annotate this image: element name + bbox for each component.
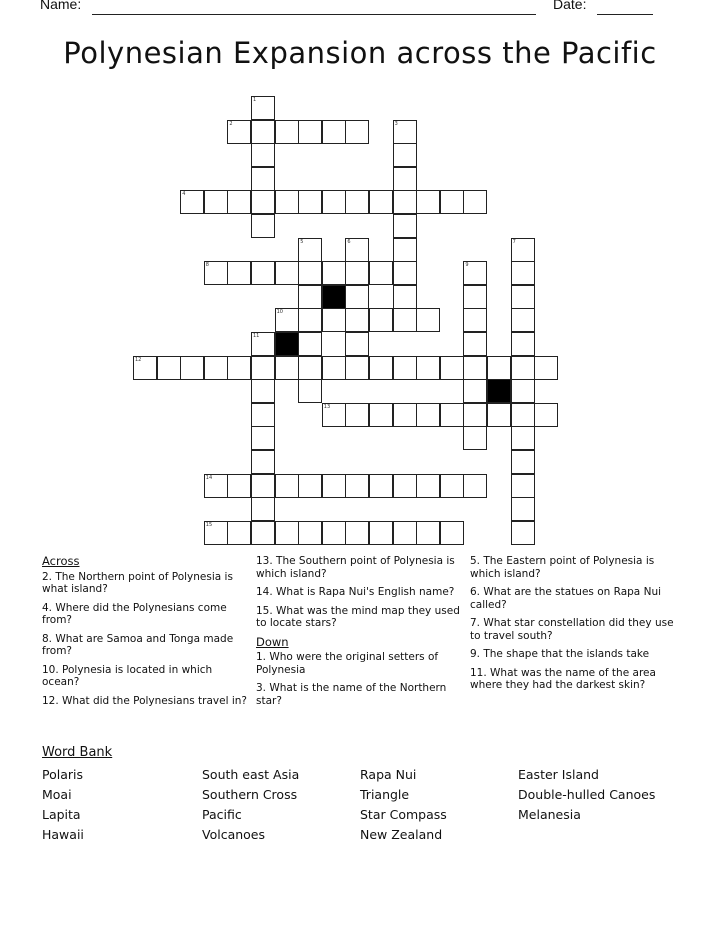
crossword-cell[interactable] [369, 521, 393, 545]
word-bank-item: New Zealand [360, 827, 443, 842]
crossword-cell[interactable] [463, 426, 487, 450]
crossword-cell[interactable] [345, 120, 369, 144]
clue-number: 4 [182, 191, 186, 198]
crossword-cell[interactable] [227, 521, 251, 545]
crossword-cell[interactable] [275, 120, 299, 144]
clue-across-8: 8. What are Samoa and Tonga made from? [42, 632, 234, 657]
crossword-cell[interactable] [251, 450, 275, 474]
crossword-cell[interactable] [369, 190, 393, 214]
clue-down-3: 3. What is the name of the Northern star? [256, 682, 447, 707]
clue-number: 8 [205, 262, 209, 269]
crossword-cell[interactable] [393, 261, 417, 285]
crossword-cell[interactable] [393, 285, 417, 309]
crossword-cell[interactable] [204, 261, 228, 285]
crossword-cell[interactable] [369, 308, 393, 332]
across-heading: Across [42, 554, 80, 568]
crossword-cell[interactable] [393, 120, 417, 144]
crossword-cell[interactable] [251, 403, 275, 427]
clue-down-9: 9. The shape that the islands take [470, 648, 650, 660]
crossword-cell[interactable] [298, 332, 322, 356]
crossword-cell[interactable] [322, 521, 346, 545]
crossword-black-cell [275, 332, 299, 356]
crossword-cell[interactable] [393, 308, 417, 332]
clue-number: 10 [276, 309, 283, 316]
clue-number: 15 [205, 521, 213, 528]
crossword-cell[interactable] [393, 356, 417, 380]
crossword-cell[interactable] [463, 332, 487, 356]
date-label: Date: [553, 0, 587, 12]
crossword-cell[interactable] [511, 497, 535, 521]
crossword-cell[interactable] [393, 238, 417, 262]
crossword-cell[interactable] [322, 403, 346, 427]
clue-number: 9 [465, 262, 469, 269]
crossword-cell[interactable] [180, 190, 204, 214]
crossword-cell[interactable] [463, 474, 487, 498]
crossword-cell[interactable] [251, 332, 275, 356]
crossword-cell[interactable] [416, 190, 440, 214]
crossword-cell[interactable] [275, 308, 299, 332]
crossword-cell[interactable] [440, 474, 464, 498]
clues-column-1 [42, 555, 247, 713]
crossword-cell[interactable] [133, 356, 157, 380]
clue-across-10: 10. Polynesia is located in which ocean? [42, 663, 213, 688]
crossword-cell[interactable] [463, 285, 487, 309]
word-bank-item: Polaris [42, 767, 83, 782]
crossword-black-cell [322, 285, 346, 309]
crossword-cell[interactable] [298, 474, 322, 498]
crossword-cell[interactable] [487, 403, 511, 427]
crossword-cell[interactable] [251, 521, 275, 545]
clue-down-5: 5. The Eastern point of Polynesia is which island? [470, 555, 655, 580]
clue-across-13: 13. The Southern point of Polynesia is which island? [256, 555, 455, 580]
crossword-cell[interactable] [393, 167, 417, 191]
crossword-cell[interactable] [204, 190, 228, 214]
crossword-cell[interactable] [322, 120, 346, 144]
crossword-cell[interactable] [275, 521, 299, 545]
crossword-cell[interactable] [511, 261, 535, 285]
word-bank-item: Lapita [42, 807, 81, 822]
crossword-cell[interactable] [487, 356, 511, 380]
clues-column-3 [470, 555, 675, 698]
word-bank-item: Triangle [360, 787, 410, 802]
crossword-cell[interactable] [393, 521, 417, 545]
crossword-cell[interactable] [440, 356, 464, 380]
crossword-cell[interactable] [511, 450, 535, 474]
crossword-cell[interactable] [275, 474, 299, 498]
clue-down-1: 1. Who were the original setters of Polynesia [256, 651, 439, 676]
crossword-cell[interactable] [511, 379, 535, 403]
crossword-cell[interactable] [345, 403, 369, 427]
crossword-cell[interactable] [345, 261, 369, 285]
crossword-cell[interactable] [463, 308, 487, 332]
crossword-cell[interactable] [204, 521, 228, 545]
crossword-cell[interactable] [251, 497, 275, 521]
crossword-cell[interactable] [416, 403, 440, 427]
crossword-cell[interactable] [298, 308, 322, 332]
clue-number: 13 [323, 403, 331, 410]
word-bank-heading: Word Bank [42, 745, 113, 760]
crossword-cell[interactable] [227, 261, 251, 285]
crossword-cell[interactable] [393, 474, 417, 498]
crossword-cell[interactable] [275, 261, 299, 285]
clue-number: 3 [394, 120, 398, 127]
crossword-cell[interactable] [345, 190, 369, 214]
word-bank-item: Rapa Nui [360, 767, 417, 782]
word-bank-item: Volcanoes [202, 827, 266, 842]
crossword-cell[interactable] [511, 521, 535, 545]
clue-across-15: 15. What was the mind map they used to locate stars? [256, 604, 460, 629]
crossword-black-cell [487, 379, 511, 403]
crossword-cell[interactable] [393, 403, 417, 427]
crossword-cell[interactable] [416, 474, 440, 498]
crossword-cell[interactable] [345, 308, 369, 332]
crossword-cell[interactable] [251, 190, 275, 214]
crossword-cell[interactable] [463, 379, 487, 403]
crossword-cell[interactable] [369, 403, 393, 427]
crossword-cell[interactable] [157, 356, 181, 380]
word-bank-item: South east Asia [202, 767, 300, 782]
crossword-cell[interactable] [251, 214, 275, 238]
word-bank-item: Hawaii [42, 827, 84, 842]
crossword-cell[interactable] [251, 261, 275, 285]
crossword-cell[interactable] [251, 356, 275, 380]
crossword-cell[interactable] [298, 356, 322, 380]
crossword-cell[interactable] [440, 521, 464, 545]
clue-across-4: 4. Where did the Polynesians come from? [42, 601, 227, 626]
clue-across-14: 14. What is Rapa Nui's English name? [256, 586, 455, 598]
clue-number: 12 [135, 356, 142, 363]
crossword-cell[interactable] [511, 332, 535, 356]
clue-across-2: 2. The Northern point of Polynesia is what island? [42, 570, 233, 595]
word-bank-item: Easter Island [518, 767, 599, 782]
crossword-cell[interactable] [251, 474, 275, 498]
crossword-cell[interactable] [322, 308, 346, 332]
crossword-cell[interactable] [463, 190, 487, 214]
crossword-cell[interactable] [534, 403, 558, 427]
crossword-cell[interactable] [298, 261, 322, 285]
crossword-cell[interactable] [322, 261, 346, 285]
crossword-cell[interactable] [463, 261, 487, 285]
crossword-cell[interactable] [251, 143, 275, 167]
clue-number: 2 [229, 120, 233, 127]
crossword-cell[interactable] [322, 190, 346, 214]
crossword-cell[interactable] [204, 474, 228, 498]
crossword-cell[interactable] [298, 238, 322, 262]
crossword-cell[interactable] [440, 190, 464, 214]
crossword-cell[interactable] [534, 356, 558, 380]
crossword-cell[interactable] [298, 521, 322, 545]
crossword-cell[interactable] [393, 143, 417, 167]
crossword-cell[interactable] [251, 379, 275, 403]
crossword-cell[interactable] [416, 521, 440, 545]
crossword-cell[interactable] [227, 190, 251, 214]
crossword-cell[interactable] [275, 356, 299, 380]
clue-number: 7 [512, 238, 516, 245]
word-bank-item: Melanesia [518, 807, 581, 822]
crossword-cell[interactable] [298, 120, 322, 144]
word-bank-item: Southern Cross [202, 787, 298, 802]
crossword-cell[interactable] [322, 356, 346, 380]
page-title: Polynesian Expansion across the Pacific [63, 36, 657, 70]
crossword-cell[interactable] [345, 285, 369, 309]
crossword-cell[interactable] [369, 261, 393, 285]
clue-down-11: 11. What was the name of the area where they had the darkest skin? [470, 666, 656, 691]
crossword-cell[interactable] [227, 356, 251, 380]
clue-number: 14 [205, 474, 213, 481]
crossword-cell[interactable] [511, 403, 535, 427]
crossword-cell[interactable] [251, 426, 275, 450]
crossword-cell[interactable] [416, 308, 440, 332]
clue-number: 5 [300, 238, 304, 245]
crossword-cell[interactable] [345, 356, 369, 380]
name-label: Name: [40, 0, 82, 12]
down-heading: Down [256, 634, 289, 649]
clue-down-6: 6. What are the statues on Rapa Nui called? [470, 586, 662, 611]
crossword-cell[interactable] [275, 190, 299, 214]
crossword-cell[interactable] [204, 356, 228, 380]
crossword-cell[interactable] [393, 190, 417, 214]
clue-across-12: 12. What did the Polynesians travel in? [42, 694, 247, 707]
crossword-cell[interactable] [463, 403, 487, 427]
crossword-cell[interactable] [369, 356, 393, 380]
clue-number: 11 [253, 333, 260, 339]
crossword-cell[interactable] [511, 426, 535, 450]
clues-column-2 [256, 555, 461, 713]
crossword-cell[interactable] [511, 238, 535, 262]
crossword-cell[interactable] [251, 120, 275, 144]
crossword-cell[interactable] [298, 190, 322, 214]
crossword-cell[interactable] [298, 285, 322, 309]
crossword-cell[interactable] [511, 285, 535, 309]
crossword-cell[interactable] [463, 356, 487, 380]
crossword-cell[interactable] [511, 308, 535, 332]
crossword-cell[interactable] [416, 356, 440, 380]
crossword-cell[interactable] [345, 474, 369, 498]
word-bank-item: Double-hulled Canoes [518, 787, 656, 802]
crossword-cell[interactable] [227, 120, 251, 144]
crossword-cell[interactable] [227, 474, 251, 498]
crossword-cell[interactable] [251, 96, 275, 120]
crossword-cell[interactable] [322, 474, 346, 498]
clue-down-7: 7. What star constellation did they use to travel south? [470, 617, 674, 642]
crossword-cell[interactable] [345, 521, 369, 545]
crossword-cell[interactable] [251, 167, 275, 191]
clue-number: 6 [347, 238, 351, 245]
word-bank-item: Pacific [202, 807, 242, 822]
clue-number: 1 [253, 97, 257, 103]
crossword-cell[interactable] [369, 474, 393, 498]
crossword-cell[interactable] [345, 332, 369, 356]
crossword-cell[interactable] [511, 356, 535, 380]
crossword-cell[interactable] [180, 356, 204, 380]
word-bank-item: Star Compass [360, 807, 447, 822]
crossword-cell[interactable] [345, 238, 369, 262]
crossword-cell[interactable] [511, 474, 535, 498]
word-bank-item: Moai [42, 787, 72, 802]
crossword-cell[interactable] [440, 403, 464, 427]
crossword-cell[interactable] [393, 214, 417, 238]
crossword-cell[interactable] [298, 379, 322, 403]
